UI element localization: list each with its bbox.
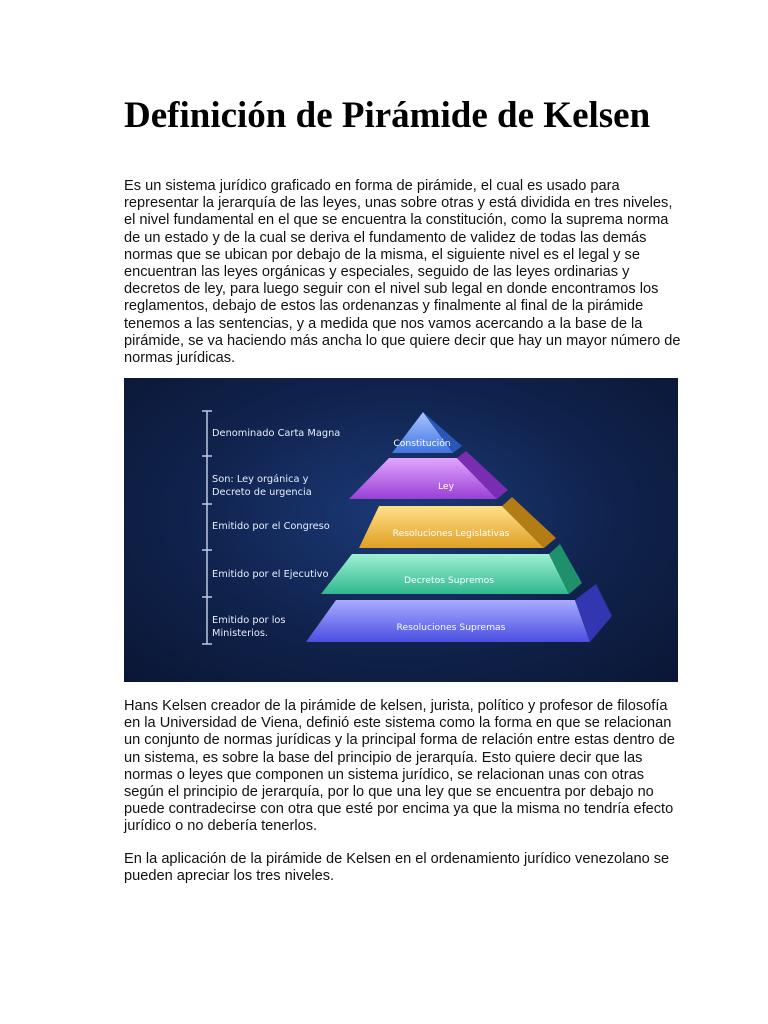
level-desc-resoluciones-legislativas: Emitido por el Congreso bbox=[212, 521, 330, 532]
tier-label-decretos-supremos: Decretos Supremos bbox=[403, 575, 495, 586]
tier-label-resoluciones-legislativas: Resoluciones Legislativas bbox=[392, 528, 510, 539]
tier-label-ley: Ley bbox=[437, 481, 455, 492]
tier-label-constitucion: Constitución bbox=[393, 438, 451, 449]
document-title: Definición de Pirámide de Kelsen bbox=[124, 95, 651, 136]
pyramid-tier-resoluciones-supremas bbox=[306, 600, 590, 642]
level-desc-resoluciones-supremas: Ministerios. bbox=[212, 628, 269, 639]
pyramid-tier-decretos-supremos bbox=[321, 554, 569, 594]
intro-paragraph: Es un sistema jurídico graficado en forma de pirámide, el cual es usado para representar la jerarquía de las leyes, unas sobre otras y está dividida en tres niveles, el nivel fundamental en el que se encuentra la constitución, como la suprema norma de un estado y de la cual se deriva el fundamento de validez de todas las demás normas que se ubican por debajo de la misma, el siguiente nivel es el legal y se encuentran las leyes orgánicas y especiales, seguido de las leyes ordinarias y decretos de ley, para luego seguir con el nivel sub legal en donde encontramos los reglamentos, debajo de estos las ordenanzas y finalmente al final de la pirámide tenemos a las sentencias, y a medida que nos vamos acercando a la base de la pirámide, se va haciendo más ancha lo que quiere decir que hay un mayor número de normas jurídicas. bbox=[124, 178, 681, 367]
kelsen-pyramid-figure bbox=[124, 378, 678, 682]
level-desc-decretos-supremos: Emitido por el Ejecutivo bbox=[212, 569, 329, 580]
level-desc-ley: Decreto de urgencia bbox=[212, 487, 312, 498]
tier-label-resoluciones-supremas: Resoluciones Supremas bbox=[396, 622, 506, 633]
level-desc-ley: Son: Ley orgánica y bbox=[212, 474, 309, 485]
kelsen-paragraph: Hans Kelsen creador de la pirámide de kelsen, jurista, político y profesor de filosofía en la Universidad de Viena, definió este sistema como la forma en que se relacionan un conjunto de normas jurídicas y la principal forma de relación entre estas dentro de un sistema, es sobre la base del principio de jerarquía. Esto quiere decir que las normas o leyes que componen un sistema jurídico, se relacionan unas con otras según el principio de jerarquía, por lo que una ley que se encuentra por debajo no puede contradecirse con otra que esté por encima ya que la misma no tendría efecto jurídico o no debería tenerlos. bbox=[124, 698, 675, 835]
level-desc-resoluciones-supremas: Emitido por los bbox=[212, 615, 286, 626]
pyramid-diagram bbox=[124, 378, 678, 682]
level-desc-constitucion: Denominado Carta Magna bbox=[212, 428, 341, 439]
venezuela-paragraph: En la aplicación de la pirámide de Kelsen en el ordenamiento jurídico venezolano se pueden apreciar los tres niveles. bbox=[124, 851, 670, 885]
